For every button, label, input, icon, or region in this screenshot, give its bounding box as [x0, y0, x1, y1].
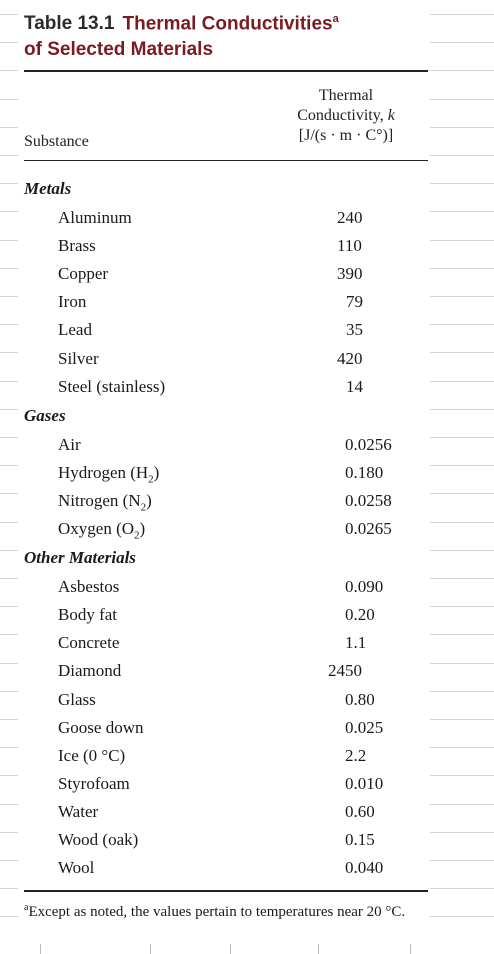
substance-name [58, 320, 92, 340]
substance-name [58, 292, 86, 312]
formula-subscript: 2 [148, 473, 154, 486]
ruling-tick [230, 944, 231, 954]
substance-name-text: Hydrogen (H [58, 463, 149, 482]
substance-name [58, 435, 81, 455]
conductivity-value: 2450 [328, 661, 362, 680]
table-caption [24, 6, 428, 63]
substance-name [58, 377, 165, 397]
conductivity-value: 390 [337, 264, 363, 283]
footnote-text: Except as noted, the values pertain to temperatures near 20 °C. [28, 904, 406, 920]
section-heading: Gases [24, 405, 66, 425]
substance-name-text: Iron [58, 292, 87, 311]
substance-name [58, 690, 96, 710]
conductivity-value: 0.010 [345, 774, 384, 793]
conductivity-value: 79 [346, 292, 363, 311]
ruling-tick [410, 944, 411, 954]
table-row [18, 742, 430, 770]
substance-name-text: Lead [58, 320, 92, 339]
conductivity-value: 0.60 [345, 802, 375, 821]
table-row [18, 629, 430, 657]
ruling-tick [318, 944, 319, 954]
header-rule [24, 160, 428, 161]
conductivity-symbol: k [387, 107, 395, 124]
table-row [18, 573, 430, 601]
formula-subscript: 2 [140, 501, 147, 514]
formula-subscript: 2 [134, 529, 140, 542]
table-row [18, 288, 430, 316]
substance-name-text: Water [58, 802, 99, 821]
table-row [18, 770, 430, 798]
table-row [18, 515, 430, 543]
table-title-line2: of Selected Materials [24, 39, 214, 61]
conductivity-value: 110 [337, 236, 362, 255]
substance-name-text: Aluminum [58, 208, 132, 227]
title-footnote-mark: a [332, 13, 339, 25]
table-row [18, 316, 430, 344]
substance-name [58, 264, 108, 284]
substance-name-text: Glass [58, 690, 96, 709]
substance-name-text: Steel (stainless) [58, 377, 166, 396]
substance-name [58, 858, 94, 878]
substance-name-text: Body fat [58, 605, 118, 624]
section-heading: Metals [24, 179, 72, 198]
table-row [18, 826, 430, 854]
substance-name-text: Ice (0 °C) [58, 746, 126, 765]
substance-name-text: Wool [58, 858, 95, 877]
conductivity-value: 2.2 [345, 746, 367, 765]
conductivity-value: 0.0256 [345, 435, 392, 454]
table-row [18, 431, 430, 459]
formula-close: ) [139, 519, 146, 538]
table-footnote [24, 898, 428, 922]
substance-name-text: Copper [58, 264, 109, 283]
table-row [18, 714, 430, 742]
substance-name-text: Brass [58, 236, 96, 255]
conductivity-value: 0.0258 [345, 491, 392, 510]
conductivity-value: 0.20 [345, 605, 375, 624]
conductivity-value: 35 [346, 320, 363, 339]
substance-name [58, 208, 132, 228]
conductivity-value: 1.1 [345, 633, 367, 652]
substance-name [58, 718, 143, 738]
top-rule [24, 70, 428, 72]
substance-name [58, 463, 159, 489]
substance-name-text: Oxygen (O [58, 519, 135, 538]
substance-name [58, 519, 145, 545]
substance-name [58, 349, 99, 369]
conductivity-value: 14 [346, 377, 363, 396]
conductivity-value: 0.180 [345, 463, 384, 482]
table-row [18, 798, 430, 826]
substance-name-text: Nitrogen (N [58, 491, 141, 510]
conductivity-value: 0.15 [345, 830, 375, 849]
column-header-substance: Substance [24, 133, 89, 150]
substance-name [58, 802, 98, 822]
substance-name-text: Concrete [58, 633, 120, 652]
substance-name [58, 830, 138, 850]
column-header-conductivity [276, 86, 416, 146]
table-row [18, 232, 430, 260]
conductivity-table [18, 0, 430, 944]
table-row [18, 657, 430, 685]
section-heading: Other Materials [24, 548, 136, 568]
conductivity-value: 0.025 [345, 718, 384, 737]
column-header-line2: Conductivity, [297, 107, 384, 124]
conductivity-value: 0.090 [345, 577, 384, 596]
table-row [18, 686, 430, 714]
conductivity-value: 0.0265 [345, 519, 392, 538]
substance-name [58, 577, 119, 597]
conductivity-value: 0.040 [345, 858, 384, 877]
substance-name [58, 774, 130, 794]
substance-name-text: Diamond [58, 661, 122, 680]
substance-name [58, 605, 117, 625]
bottom-rule [24, 890, 428, 892]
substance-name [58, 236, 96, 256]
substance-name [58, 633, 119, 653]
table-row [18, 601, 430, 629]
substance-name-text: Wood (oak) [58, 830, 139, 849]
conductivity-value: 420 [337, 349, 363, 368]
substance-name-text: Goose down [58, 718, 144, 737]
table-row [18, 487, 430, 515]
conductivity-value: 0.80 [345, 690, 375, 709]
formula-close: ) [153, 463, 160, 482]
column-header-line1: Thermal [318, 87, 374, 104]
ruling-tick [150, 944, 151, 954]
footnote-mark: a [24, 902, 29, 913]
table-row [18, 260, 430, 288]
substance-name [58, 661, 121, 681]
column-header-units: [J/(s · m · C°)] [298, 127, 394, 144]
substance-name-text: Asbestos [58, 577, 120, 596]
conductivity-value: 240 [337, 208, 363, 227]
table-title: Thermal Conductivities [122, 13, 333, 35]
table-row [18, 373, 430, 401]
table-number: Table 13.1 [24, 13, 115, 35]
ruling-tick [40, 944, 41, 954]
table-row [18, 854, 430, 882]
substance-name-text: Silver [58, 349, 99, 368]
table-row [18, 459, 430, 487]
substance-name-text: Air [58, 435, 81, 454]
table-row [18, 345, 430, 373]
formula-close: ) [146, 491, 152, 510]
table-row [18, 204, 430, 232]
substance-name [58, 491, 152, 517]
substance-name [58, 746, 125, 766]
substance-name-text: Styrofoam [58, 774, 130, 793]
